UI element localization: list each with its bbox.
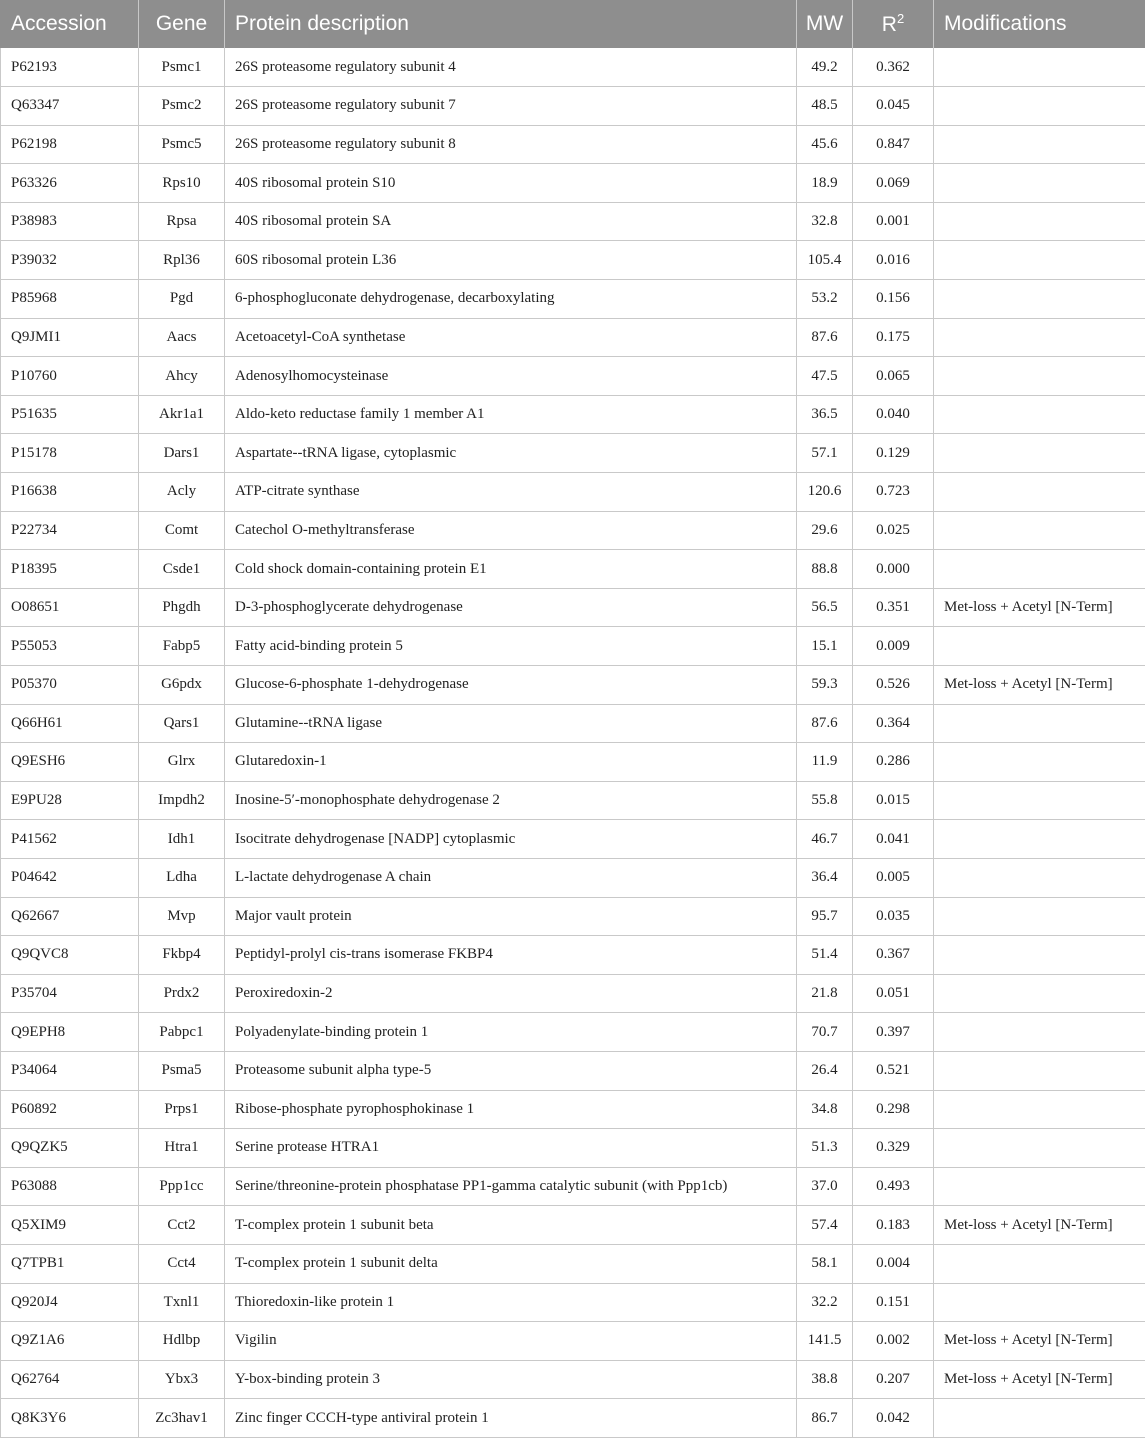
cell-accession: Q9EPH8 xyxy=(1,1013,139,1052)
cell-gene: G6pdx xyxy=(139,666,225,705)
cell-r-squared: 0.069 xyxy=(853,164,934,203)
cell-protein-description: Polyadenylate-binding protein 1 xyxy=(225,1013,797,1052)
table-row xyxy=(1,743,1145,782)
cell-mw: 46.7 xyxy=(797,820,853,859)
cell-mw: 34.8 xyxy=(797,1090,853,1129)
cell-mw: 70.7 xyxy=(797,1013,853,1052)
cell-mw: 51.3 xyxy=(797,1129,853,1168)
cell-accession: Q7TPB1 xyxy=(1,1244,139,1283)
cell-protein-description: Ribose-phosphate pyrophosphokinase 1 xyxy=(225,1090,797,1129)
cell-gene: Acly xyxy=(139,473,225,512)
cell-gene: Psmc2 xyxy=(139,87,225,126)
cell-protein-description: Glutamine--tRNA ligase xyxy=(225,704,797,743)
cell-r-squared: 0.065 xyxy=(853,357,934,396)
cell-protein-description: Major vault protein xyxy=(225,897,797,936)
cell-protein-description: Proteasome subunit alpha type-5 xyxy=(225,1051,797,1090)
cell-r-squared: 0.025 xyxy=(853,511,934,550)
table-row xyxy=(1,1051,1145,1090)
header-protein-description: Protein description xyxy=(225,0,797,48)
cell-accession: Q8K3Y6 xyxy=(1,1399,139,1438)
cell-gene: Hdlbp xyxy=(139,1322,225,1361)
cell-mw: 88.8 xyxy=(797,550,853,589)
cell-mw: 55.8 xyxy=(797,781,853,820)
cell-accession: P35704 xyxy=(1,974,139,1013)
cell-protein-description: Glutaredoxin-1 xyxy=(225,743,797,782)
cell-r-squared: 0.521 xyxy=(853,1051,934,1090)
cell-accession: Q920J4 xyxy=(1,1283,139,1322)
cell-accession: P38983 xyxy=(1,202,139,241)
header-modifications: Modifications xyxy=(934,0,1145,48)
cell-modifications xyxy=(934,1283,1145,1322)
cell-mw: 21.8 xyxy=(797,974,853,1013)
cell-protein-description: Cold shock domain-containing protein E1 xyxy=(225,550,797,589)
cell-protein-description: Aldo-keto reductase family 1 member A1 xyxy=(225,395,797,434)
cell-protein-description: Glucose-6-phosphate 1-dehydrogenase xyxy=(225,666,797,705)
header-mw: MW xyxy=(797,0,853,48)
cell-mw: 48.5 xyxy=(797,87,853,126)
cell-protein-description: Acetoacetyl-CoA synthetase xyxy=(225,318,797,357)
table-row xyxy=(1,820,1145,859)
cell-accession: E9PU28 xyxy=(1,781,139,820)
cell-gene: Ahcy xyxy=(139,357,225,396)
cell-mw: 57.4 xyxy=(797,1206,853,1245)
cell-mw: 87.6 xyxy=(797,318,853,357)
table-row xyxy=(1,858,1145,897)
cell-modifications xyxy=(934,781,1145,820)
cell-accession: P18395 xyxy=(1,550,139,589)
cell-gene: Aacs xyxy=(139,318,225,357)
cell-accession: P34064 xyxy=(1,1051,139,1090)
header-r-squared-sup: 2 xyxy=(897,11,904,26)
cell-gene: Fabp5 xyxy=(139,627,225,666)
table-row xyxy=(1,781,1145,820)
cell-modifications xyxy=(934,125,1145,164)
cell-gene: Ldha xyxy=(139,858,225,897)
cell-protein-description: Y-box-binding protein 3 xyxy=(225,1360,797,1399)
cell-protein-description: Inosine-5′-monophosphate dehydrogenase 2 xyxy=(225,781,797,820)
cell-modifications xyxy=(934,627,1145,666)
cell-protein-description: Peroxiredoxin-2 xyxy=(225,974,797,1013)
cell-gene: Prdx2 xyxy=(139,974,225,1013)
cell-gene: Glrx xyxy=(139,743,225,782)
cell-mw: 49.2 xyxy=(797,48,853,87)
cell-modifications xyxy=(934,1013,1145,1052)
table-row xyxy=(1,666,1145,705)
cell-mw: 120.6 xyxy=(797,473,853,512)
cell-modifications xyxy=(934,87,1145,126)
cell-gene: Rpsa xyxy=(139,202,225,241)
cell-mw: 36.5 xyxy=(797,395,853,434)
cell-modifications xyxy=(934,743,1145,782)
cell-modifications xyxy=(934,858,1145,897)
cell-mw: 32.2 xyxy=(797,1283,853,1322)
cell-accession: Q66H61 xyxy=(1,704,139,743)
cell-gene: Fkbp4 xyxy=(139,936,225,975)
cell-gene: Txnl1 xyxy=(139,1283,225,1322)
header-r-squared xyxy=(853,0,934,48)
table-row xyxy=(1,318,1145,357)
table-row xyxy=(1,511,1145,550)
cell-gene: Rps10 xyxy=(139,164,225,203)
cell-modifications xyxy=(934,473,1145,512)
cell-accession: P62193 xyxy=(1,48,139,87)
cell-mw: 95.7 xyxy=(797,897,853,936)
table-row xyxy=(1,1013,1145,1052)
cell-mw: 105.4 xyxy=(797,241,853,280)
cell-accession: Q63347 xyxy=(1,87,139,126)
cell-gene: Psmc1 xyxy=(139,48,225,87)
cell-accession: P15178 xyxy=(1,434,139,473)
table-row xyxy=(1,164,1145,203)
table-row xyxy=(1,241,1145,280)
cell-accession: P41562 xyxy=(1,820,139,859)
cell-modifications xyxy=(934,48,1145,87)
cell-modifications: Met-loss + Acetyl [N-Term] xyxy=(934,1360,1145,1399)
cell-accession: P22734 xyxy=(1,511,139,550)
cell-r-squared: 0.286 xyxy=(853,743,934,782)
cell-modifications xyxy=(934,704,1145,743)
table-row xyxy=(1,974,1145,1013)
table-row xyxy=(1,1360,1145,1399)
cell-mw: 86.7 xyxy=(797,1399,853,1438)
cell-r-squared: 0.005 xyxy=(853,858,934,897)
cell-protein-description: L-lactate dehydrogenase A chain xyxy=(225,858,797,897)
cell-protein-description: 40S ribosomal protein SA xyxy=(225,202,797,241)
table-row xyxy=(1,1399,1145,1438)
cell-protein-description: 60S ribosomal protein L36 xyxy=(225,241,797,280)
cell-mw: 18.9 xyxy=(797,164,853,203)
cell-accession: Q62667 xyxy=(1,897,139,936)
header-gene: Gene xyxy=(139,0,225,48)
cell-r-squared: 0.002 xyxy=(853,1322,934,1361)
cell-mw: 37.0 xyxy=(797,1167,853,1206)
cell-modifications xyxy=(934,357,1145,396)
cell-modifications xyxy=(934,1167,1145,1206)
header-r-squared-base: R xyxy=(882,13,897,36)
cell-gene: Rpl36 xyxy=(139,241,225,280)
cell-accession: Q5XIM9 xyxy=(1,1206,139,1245)
cell-modifications xyxy=(934,820,1145,859)
cell-protein-description: ATP-citrate synthase xyxy=(225,473,797,512)
table-row xyxy=(1,473,1145,512)
table-row xyxy=(1,1206,1145,1245)
table-row xyxy=(1,550,1145,589)
cell-r-squared: 0.362 xyxy=(853,48,934,87)
cell-gene: Dars1 xyxy=(139,434,225,473)
table-row xyxy=(1,48,1145,87)
cell-gene: Cct2 xyxy=(139,1206,225,1245)
cell-r-squared: 0.016 xyxy=(853,241,934,280)
table-row xyxy=(1,202,1145,241)
cell-mw: 29.6 xyxy=(797,511,853,550)
cell-gene: Mvp xyxy=(139,897,225,936)
cell-modifications xyxy=(934,1129,1145,1168)
cell-gene: Cct4 xyxy=(139,1244,225,1283)
cell-modifications xyxy=(934,897,1145,936)
table-row xyxy=(1,936,1145,975)
table-header xyxy=(1,0,1145,48)
cell-accession: P39032 xyxy=(1,241,139,280)
cell-mw: 87.6 xyxy=(797,704,853,743)
cell-gene: Qars1 xyxy=(139,704,225,743)
cell-r-squared: 0.051 xyxy=(853,974,934,1013)
cell-mw: 11.9 xyxy=(797,743,853,782)
cell-mw: 59.3 xyxy=(797,666,853,705)
table-row xyxy=(1,395,1145,434)
cell-r-squared: 0.129 xyxy=(853,434,934,473)
cell-gene: Zc3hav1 xyxy=(139,1399,225,1438)
cell-gene: Htra1 xyxy=(139,1129,225,1168)
cell-accession: Q9QZK5 xyxy=(1,1129,139,1168)
cell-r-squared: 0.367 xyxy=(853,936,934,975)
cell-accession: P51635 xyxy=(1,395,139,434)
cell-modifications xyxy=(934,1090,1145,1129)
cell-r-squared: 0.723 xyxy=(853,473,934,512)
cell-mw: 47.5 xyxy=(797,357,853,396)
table-row xyxy=(1,1283,1145,1322)
cell-accession: Q9QVC8 xyxy=(1,936,139,975)
cell-r-squared: 0.004 xyxy=(853,1244,934,1283)
table-row xyxy=(1,1244,1145,1283)
cell-r-squared: 0.493 xyxy=(853,1167,934,1206)
cell-accession: Q62764 xyxy=(1,1360,139,1399)
cell-protein-description: Zinc finger CCCH-type antiviral protein 1 xyxy=(225,1399,797,1438)
cell-gene: Ppp1cc xyxy=(139,1167,225,1206)
cell-modifications xyxy=(934,395,1145,434)
cell-protein-description: 26S proteasome regulatory subunit 8 xyxy=(225,125,797,164)
cell-r-squared: 0.329 xyxy=(853,1129,934,1168)
cell-modifications: Met-loss + Acetyl [N-Term] xyxy=(934,588,1145,627)
table-row xyxy=(1,87,1145,126)
cell-gene: Phgdh xyxy=(139,588,225,627)
table-row xyxy=(1,125,1145,164)
cell-modifications xyxy=(934,318,1145,357)
cell-accession: P10760 xyxy=(1,357,139,396)
cell-accession: Q9JMI1 xyxy=(1,318,139,357)
cell-mw: 38.8 xyxy=(797,1360,853,1399)
cell-modifications xyxy=(934,1051,1145,1090)
cell-accession: P04642 xyxy=(1,858,139,897)
table-row xyxy=(1,1322,1145,1361)
cell-mw: 36.4 xyxy=(797,858,853,897)
cell-r-squared: 0.397 xyxy=(853,1013,934,1052)
cell-mw: 53.2 xyxy=(797,280,853,319)
cell-r-squared: 0.001 xyxy=(853,202,934,241)
cell-accession: P63326 xyxy=(1,164,139,203)
cell-modifications: Met-loss + Acetyl [N-Term] xyxy=(934,1322,1145,1361)
header-row xyxy=(1,0,1145,48)
table-row xyxy=(1,588,1145,627)
cell-accession: P63088 xyxy=(1,1167,139,1206)
cell-r-squared: 0.045 xyxy=(853,87,934,126)
cell-accession: Q9Z1A6 xyxy=(1,1322,139,1361)
cell-modifications xyxy=(934,280,1145,319)
cell-mw: 141.5 xyxy=(797,1322,853,1361)
cell-gene: Ybx3 xyxy=(139,1360,225,1399)
cell-mw: 56.5 xyxy=(797,588,853,627)
cell-mw: 58.1 xyxy=(797,1244,853,1283)
cell-modifications xyxy=(934,1244,1145,1283)
cell-r-squared: 0.156 xyxy=(853,280,934,319)
cell-r-squared: 0.041 xyxy=(853,820,934,859)
cell-protein-description: Isocitrate dehydrogenase [NADP] cytoplasmic xyxy=(225,820,797,859)
cell-accession: P55053 xyxy=(1,627,139,666)
cell-accession: P16638 xyxy=(1,473,139,512)
cell-accession: P85968 xyxy=(1,280,139,319)
table-row xyxy=(1,357,1145,396)
cell-gene: Prps1 xyxy=(139,1090,225,1129)
cell-modifications xyxy=(934,241,1145,280)
cell-r-squared: 0.364 xyxy=(853,704,934,743)
cell-modifications: Met-loss + Acetyl [N-Term] xyxy=(934,1206,1145,1245)
cell-gene: Impdh2 xyxy=(139,781,225,820)
cell-protein-description: 6-phosphogluconate dehydrogenase, decarboxylating xyxy=(225,280,797,319)
cell-r-squared: 0.183 xyxy=(853,1206,934,1245)
cell-protein-description: T-complex protein 1 subunit delta xyxy=(225,1244,797,1283)
cell-accession: O08651 xyxy=(1,588,139,627)
cell-gene: Idh1 xyxy=(139,820,225,859)
cell-protein-description: Adenosylhomocysteinase xyxy=(225,357,797,396)
cell-r-squared: 0.015 xyxy=(853,781,934,820)
cell-protein-description: Serine/threonine-protein phosphatase PP1-gamma catalytic subunit (with Ppp1cb) xyxy=(225,1167,797,1206)
cell-mw: 45.6 xyxy=(797,125,853,164)
table-row xyxy=(1,1090,1145,1129)
table-row xyxy=(1,897,1145,936)
cell-protein-description: Aspartate--tRNA ligase, cytoplasmic xyxy=(225,434,797,473)
cell-gene: Pgd xyxy=(139,280,225,319)
cell-mw: 26.4 xyxy=(797,1051,853,1090)
table-row xyxy=(1,1129,1145,1168)
cell-r-squared: 0.298 xyxy=(853,1090,934,1129)
table-body xyxy=(1,48,1145,1437)
cell-protein-description: Vigilin xyxy=(225,1322,797,1361)
table-row xyxy=(1,704,1145,743)
cell-protein-description: 26S proteasome regulatory subunit 4 xyxy=(225,48,797,87)
cell-protein-description: 40S ribosomal protein S10 xyxy=(225,164,797,203)
cell-protein-description: Fatty acid-binding protein 5 xyxy=(225,627,797,666)
header-accession: Accession xyxy=(1,0,139,48)
cell-accession: P60892 xyxy=(1,1090,139,1129)
cell-accession: Q9ESH6 xyxy=(1,743,139,782)
cell-mw: 32.8 xyxy=(797,202,853,241)
cell-r-squared: 0.847 xyxy=(853,125,934,164)
cell-protein-description: Thioredoxin-like protein 1 xyxy=(225,1283,797,1322)
cell-r-squared: 0.009 xyxy=(853,627,934,666)
cell-gene: Csde1 xyxy=(139,550,225,589)
cell-protein-description: Serine protease HTRA1 xyxy=(225,1129,797,1168)
cell-r-squared: 0.151 xyxy=(853,1283,934,1322)
cell-modifications xyxy=(934,511,1145,550)
cell-r-squared: 0.035 xyxy=(853,897,934,936)
table-row xyxy=(1,280,1145,319)
cell-gene: Psmc5 xyxy=(139,125,225,164)
table-row xyxy=(1,627,1145,666)
cell-mw: 15.1 xyxy=(797,627,853,666)
cell-protein-description: D-3-phosphoglycerate dehydrogenase xyxy=(225,588,797,627)
cell-r-squared: 0.042 xyxy=(853,1399,934,1438)
cell-gene: Comt xyxy=(139,511,225,550)
cell-modifications: Met-loss + Acetyl [N-Term] xyxy=(934,666,1145,705)
cell-mw: 51.4 xyxy=(797,936,853,975)
cell-accession: P62198 xyxy=(1,125,139,164)
cell-modifications xyxy=(934,202,1145,241)
cell-modifications xyxy=(934,1399,1145,1438)
cell-protein-description: Catechol O-methyltransferase xyxy=(225,511,797,550)
cell-r-squared: 0.526 xyxy=(853,666,934,705)
cell-r-squared: 0.351 xyxy=(853,588,934,627)
cell-r-squared: 0.175 xyxy=(853,318,934,357)
cell-modifications xyxy=(934,936,1145,975)
cell-modifications xyxy=(934,550,1145,589)
cell-modifications xyxy=(934,164,1145,203)
cell-r-squared: 0.040 xyxy=(853,395,934,434)
cell-protein-description: Peptidyl-prolyl cis-trans isomerase FKBP4 xyxy=(225,936,797,975)
cell-protein-description: T-complex protein 1 subunit beta xyxy=(225,1206,797,1245)
table-row xyxy=(1,434,1145,473)
cell-gene: Akr1a1 xyxy=(139,395,225,434)
cell-gene: Psma5 xyxy=(139,1051,225,1090)
cell-accession: P05370 xyxy=(1,666,139,705)
table-row xyxy=(1,1167,1145,1206)
cell-protein-description: 26S proteasome regulatory subunit 7 xyxy=(225,87,797,126)
cell-r-squared: 0.000 xyxy=(853,550,934,589)
cell-modifications xyxy=(934,974,1145,1013)
cell-mw: 57.1 xyxy=(797,434,853,473)
cell-r-squared: 0.207 xyxy=(853,1360,934,1399)
cell-gene: Pabpc1 xyxy=(139,1013,225,1052)
cell-modifications xyxy=(934,434,1145,473)
